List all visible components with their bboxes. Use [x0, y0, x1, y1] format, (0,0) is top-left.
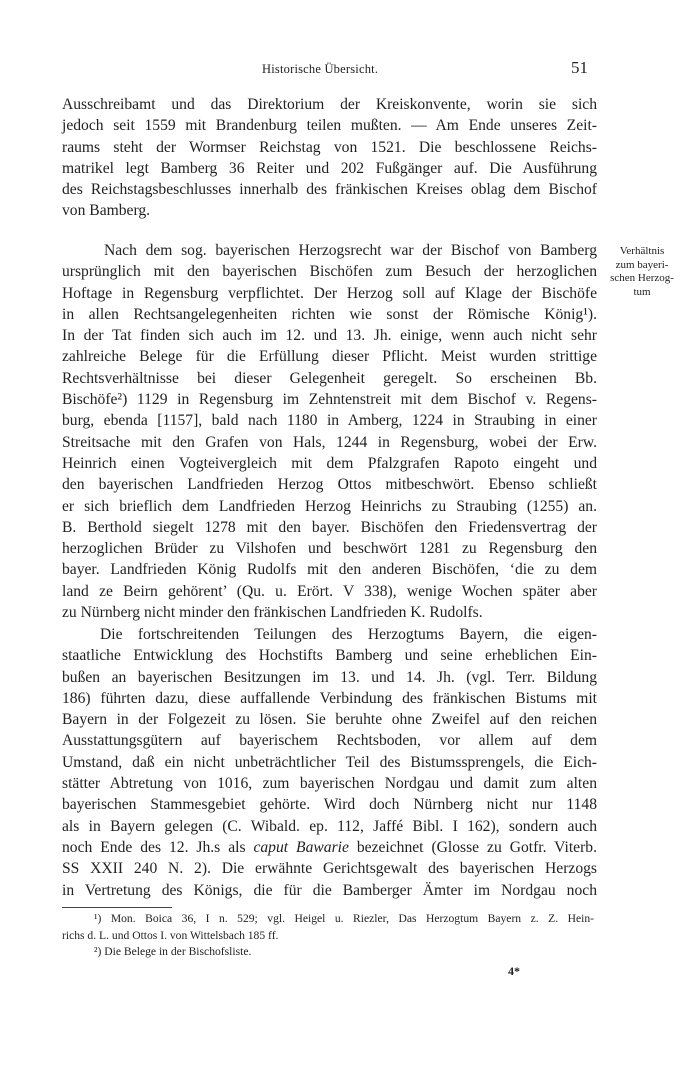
text-line: zu Nürnberg nicht minder den fränkischen Landfrieden K. Rudolfs.	[62, 604, 483, 622]
text-line: zahlreiche Belege für die Erfüllung dieser Pflicht. Meist wurden strittige	[62, 348, 597, 366]
footnotes	[62, 911, 594, 961]
text-line: matrikel legt Bamberg 36 Reiter und 202 Fußgänger auf. Die Ausführung	[62, 159, 597, 177]
text-line: staatliche Entwicklung des Hochstifts Bamberg und seine erheblichen Ein-	[62, 647, 597, 665]
margin-note-line: zum bayeri-	[615, 258, 669, 271]
text-line: den bayerischen Landfrieden Herzog Ottos mitbeschwört. Ebenso schließt	[62, 476, 597, 494]
text-line: er sich brieflich dem Landfrieden Herzog Heinrichs zu Straubing (1255) an.	[62, 497, 597, 515]
paragraph-3	[62, 624, 597, 901]
footnote-divider	[62, 907, 172, 908]
text-line: bayerischen Stammesgebiet gehörte. Wird doch Nürnberg nicht nur 1148	[62, 796, 597, 814]
text-line: B. Berthold siegelt 1278 mit den bayer. Bischöfen den Friedensvertrag der	[62, 518, 597, 536]
text-line: Ausschreibamt und das Direktorium der Kreiskonvente, worin sie sich	[62, 96, 597, 113]
text-line: burg, ebenda [1157], bald nach 1180 in Amberg, 1224 in Straubing in einer	[62, 412, 597, 430]
text-line: von Bamberg.	[62, 202, 151, 220]
text-line: ursprünglich mit den bayerischen Bischöfen zum Besuch der herzoglichen	[62, 263, 597, 281]
text-line: raums steht der Wormser Reichstag von 1521. Die beschlossene Reichs-	[62, 138, 597, 156]
margin-note-line: tum	[633, 285, 651, 298]
text-line: stätter Abtretung von 1016, zum bayerischen Nordgau und damit zum alten	[62, 775, 597, 793]
text-line: Umstand, daß ein nicht unbeträchtlicher Teil des Bistumssprengels, die Eich-	[62, 753, 597, 771]
margin-note	[597, 245, 687, 299]
margin-note-line: schen Herzog-	[610, 272, 674, 285]
running-header-title: Historische Übersicht.	[262, 62, 379, 76]
italic-phrase: caput Bawarie	[253, 838, 349, 856]
text-line: Nach dem sog. bayerischen Herzogsrecht war der Bischof von Bamberg	[104, 242, 597, 259]
text-line: in Vertretung des Königs, die für die Bamberger Ämter im Nordgau noch	[62, 881, 597, 899]
footnote-2: ²) Die Belege in der Bischofsliste.	[94, 945, 252, 958]
text-line: Rechtsverhältnisse bei dieser Gelegenheit geregelt. So erscheinen Bb.	[62, 369, 597, 387]
margin-note-line: Verhältnis	[619, 245, 665, 257]
text-line: bußen an bayerischen Besitzungen im 13. und 14. Jh. (vgl. Terr. Bildung	[62, 668, 597, 686]
text-line: land ze Beirn gehörent’ (Qu. u. Erört. V 338), wenige Wochen später aber	[62, 582, 597, 600]
text-line: des Reichstagsbeschlusses innerhalb des fränkischen Kreises oblag dem Bischof	[62, 181, 597, 199]
footnote-1-line: ¹) Mon. Boica 36, I n. 529; vgl. Heigel u. Riezler, Das Herzogtum Bayern z. Z. Hein-	[94, 912, 594, 925]
page-number: 51	[571, 58, 588, 77]
text-line: Heinrich einen Vogteivergleich mit dem Pfalzgrafen Rapoto eingeht und	[62, 454, 597, 472]
text-line: herzoglichen Brüder zu Vilshofen und beschwört 1281 zu Regensburg den	[62, 540, 597, 558]
text-line: als in Bayern gelegen (C. Wibald. ep. 112, Jaffé Bibl. I 162), sondern auch	[62, 817, 597, 835]
text-line	[62, 837, 597, 858]
signature-mark: 4*	[508, 964, 520, 978]
paragraph-2	[62, 240, 597, 623]
paragraph-1	[62, 94, 597, 222]
text-line: In der Tat finden sich auch im 12. und 13. Jh. einige, wenn auch nicht sehr	[62, 327, 597, 345]
text-line: Bayern in der Folgezeit zu lösen. Sie beruhte ohne Zweifel auf den reichen	[62, 711, 597, 729]
text-line: bayer. Landfrieden König Rudolfs mit den anderen Bischöfen, ‘die zu dem	[62, 561, 597, 579]
text-line: 186) führten dazu, diese auffallende Verbindung des fränkischen Bistums mit	[62, 689, 597, 707]
text-line: SS XXII 240 N. 2). Die erwähnte Gerichtsgewalt des bayerischen Herzogs	[62, 860, 597, 878]
text-line: in allen Rechtsangelegenheiten richten wie sonst der Römische König¹).	[62, 305, 597, 323]
text-line: Die fortschreitenden Teilungen des Herzogtums Bayern, die eigen-	[100, 626, 597, 643]
footnote-1-line: richs d. L. und Ottos I. von Wittelsbach 185 ff.	[62, 928, 279, 942]
text-line: Streitsache mit den Grafen von Hals, 1244 in Regensburg, wobei der Erw.	[62, 433, 597, 451]
text-segment: bezeichnet (Glosse zu Gotfr. Viterb.	[348, 838, 597, 856]
text-line: Ausstattungsgütern auf bayerischem Rechtsboden, vor allem auf dem	[62, 732, 597, 750]
text-line: Bischöfe²) 1129 in Regensburg im Zehntenstreit mit dem Bischof v. Regens-	[62, 391, 597, 409]
text-line: jedoch seit 1559 mit Brandenburg teilen mußten. — Am Ende unseres Zeit-	[62, 117, 597, 135]
text-segment: noch Ende des 12. Jh.s als	[62, 838, 254, 856]
text-line: Hoftage in Regensburg verpflichtet. Der Herzog soll auf Klage der Bischöfe	[62, 284, 597, 302]
